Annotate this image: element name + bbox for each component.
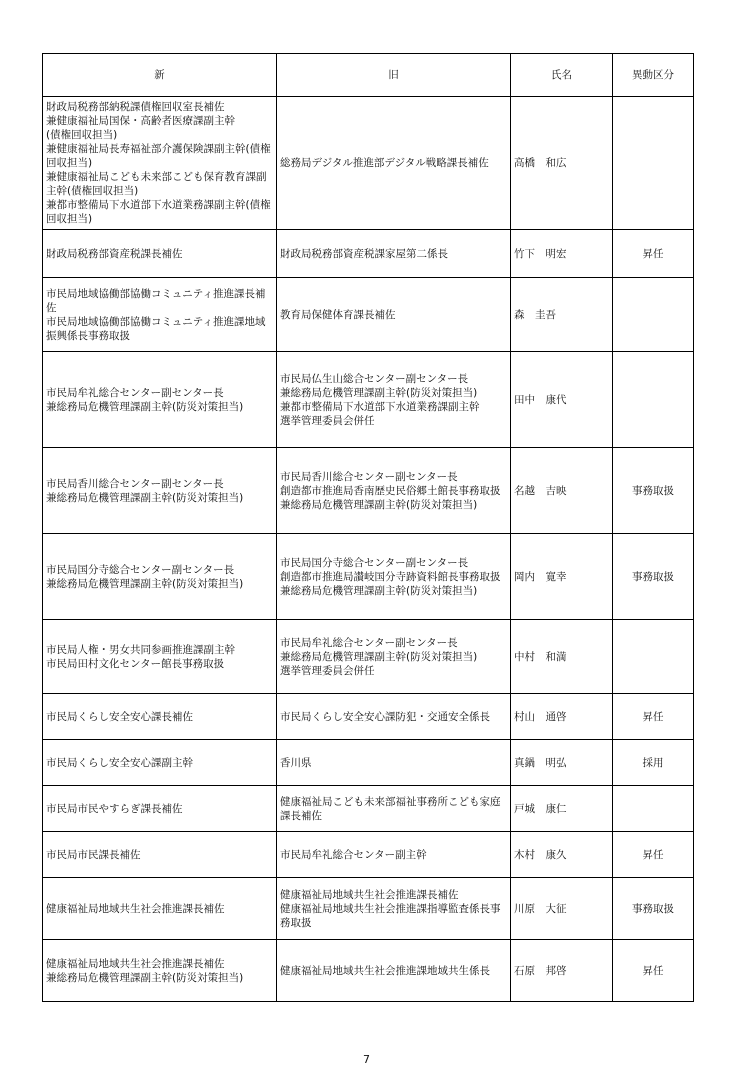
cell-new (43, 352, 277, 448)
table-row (43, 352, 694, 448)
cell-new-line: 財政局税務部資産税課長補佐 (46, 247, 183, 260)
table-row (43, 534, 694, 620)
table-row (43, 740, 694, 786)
cell-type: 昇任 (613, 940, 694, 1002)
cell-old (277, 832, 511, 878)
cell-new-line: 兼総務局危機管理課副主幹(防災対策担当) (46, 577, 244, 590)
cell-name: 川原 大征 (511, 878, 613, 940)
cell-old-line: 兼総務局危機管理課副主幹(防災対策担当) (280, 498, 478, 511)
cell-old (277, 534, 511, 620)
table-row (43, 620, 694, 694)
cell-new-line: 市民局地域協働部協働コミュニティ推進課長補佐 (46, 287, 266, 314)
cell-new-line: 市民局地域協働部協働コミュニティ推進課地域振興係長事務取扱 (46, 315, 266, 342)
cell-old-line: 市民局国分寺総合センター副センター長 (280, 556, 469, 569)
cell-new-line: 財政局税務部納税課債権回収室長補佐 (46, 101, 225, 113)
cell-old-line: 選挙管理委員会併任 (280, 414, 375, 427)
cell-new-line: 兼総務局危機管理課副主幹(防災対策担当) (46, 400, 244, 413)
cell-type: 昇任 (613, 694, 694, 740)
cell-new (43, 940, 277, 1002)
cell-new-line: 市民局牟礼総合センター副センター長 (46, 386, 224, 399)
cell-type (613, 786, 694, 832)
table-row (43, 786, 694, 832)
cell-type: 事務取扱 (613, 448, 694, 534)
cell-old-line: 兼総務局危機管理課副主幹(防災対策担当) (280, 386, 478, 399)
cell-name: 岡内 寛幸 (511, 534, 613, 620)
cell-old-line: 市民局くらし安全安心課防犯・交通安全係長 (280, 710, 490, 723)
cell-new-line: 市民局くらし安全安心課長補佐 (46, 710, 193, 723)
cell-name: 高橋 和広 (511, 97, 613, 230)
cell-type: 事務取扱 (613, 878, 694, 940)
table-row (43, 878, 694, 940)
cell-old (277, 352, 511, 448)
cell-new-line: 兼健康福祉局こども未来部こども保育教育課副主幹(債権回収担当) (46, 171, 267, 197)
table-row (43, 940, 694, 1002)
table-row (43, 694, 694, 740)
table-row (43, 448, 694, 534)
cell-type: 昇任 (613, 832, 694, 878)
cell-new (43, 878, 277, 940)
cell-name: 村山 通啓 (511, 694, 613, 740)
cell-old-line: 健康福祉局地域共生社会推進課指導監査係長事務取扱 (280, 902, 501, 929)
cell-old-line: 市民局牟礼総合センター副主幹 (280, 848, 427, 861)
cell-new (43, 278, 277, 352)
cell-old-line: 市民局牟礼総合センター副センター長 (280, 636, 458, 649)
cell-name: 石原 邦啓 (511, 940, 613, 1002)
cell-old (277, 740, 511, 786)
cell-old (277, 620, 511, 694)
cell-type (613, 620, 694, 694)
cell-new (43, 786, 277, 832)
cell-new-line: 兼総務局危機管理課副主幹(防災対策担当) (46, 491, 244, 504)
cell-old-line: 総務局デジタル推進部デジタル戦略課長補佐 (280, 157, 489, 169)
cell-old-line: 創造都市推進局香南歴史民俗郷土館長事務取扱 (280, 484, 501, 497)
cell-type (613, 97, 694, 230)
cell-old-line: 健康福祉局地域共生社会推進課地域共生係長 (280, 964, 490, 977)
cell-old (277, 940, 511, 1002)
cell-old (277, 694, 511, 740)
cell-name: 森 圭吾 (511, 278, 613, 352)
cell-old-line: 兼都市整備局下水道部下水道業務課副主幹 (280, 400, 480, 413)
cell-new (43, 97, 277, 230)
cell-name: 田中 康代 (511, 352, 613, 448)
cell-name: 木村 康久 (511, 832, 613, 878)
cell-new-line: 市民局田村文化センター館長事務取扱 (46, 657, 225, 670)
table-row (43, 278, 694, 352)
personnel-table (42, 53, 694, 1002)
header-type: 異動区分 (613, 54, 694, 97)
cell-old (277, 786, 511, 832)
cell-old-line: 選挙管理委員会併任 (280, 664, 375, 677)
cell-old (277, 448, 511, 534)
cell-old-line: 創造都市推進局讃岐国分寺跡資料館長事務取扱 (280, 570, 501, 583)
cell-new-line: 市民局人権・男女共同参画推進課副主幹 (46, 643, 235, 656)
cell-new (43, 740, 277, 786)
cell-new (43, 832, 277, 878)
cell-name: 名越 吉映 (511, 448, 613, 534)
cell-new-line: 健康福祉局地域共生社会推進課長補佐 (46, 902, 225, 915)
cell-new-line: 市民局くらし安全安心課副主幹 (46, 756, 193, 769)
cell-new-line: 兼総務局危機管理課副主幹(防災対策担当) (46, 971, 244, 984)
cell-old-line: 市民局香川総合センター副センター長 (280, 470, 458, 483)
cell-old-line: 兼総務局危機管理課副主幹(防災対策担当) (280, 650, 478, 663)
cell-old-line: 兼総務局危機管理課副主幹(防災対策担当) (280, 584, 478, 597)
cell-new-line: 市民局市民やすらぎ課長補佐 (46, 802, 183, 815)
page-number: 7 (363, 1053, 370, 1066)
cell-new-line: 兼都市整備局下水道部下水道業務課副主幹(債権回収担当) (46, 199, 271, 225)
cell-old (277, 278, 511, 352)
cell-new-line: 市民局香川総合センター副センター長 (46, 477, 224, 490)
header-new: 新 (43, 54, 277, 97)
cell-type (613, 278, 694, 352)
cell-old-line: 教育局保健体育課長補佐 (280, 308, 396, 321)
header-name: 氏名 (511, 54, 613, 97)
table-row (43, 97, 694, 230)
cell-new-line: 兼健康福祉局国保・高齢者医療課副主幹 (46, 115, 235, 127)
cell-old-line: 健康福祉局地域共生社会推進課長補佐 (280, 888, 459, 901)
cell-name: 竹下 明宏 (511, 230, 613, 278)
cell-new-line: 健康福祉局地域共生社会推進課長補佐 (46, 957, 225, 970)
header-row (43, 54, 694, 97)
cell-new (43, 620, 277, 694)
cell-old-line: 健康福祉局こども未来部福祉事務所こども家庭課長補佐 (280, 795, 501, 822)
table-row (43, 832, 694, 878)
cell-old-line: 市民局仏生山総合センター副センター長 (280, 372, 469, 385)
cell-new (43, 448, 277, 534)
cell-old-line: 香川県 (280, 756, 312, 769)
cell-name: 中村 和満 (511, 620, 613, 694)
cell-type: 昇任 (613, 230, 694, 278)
cell-name: 真鍋 明弘 (511, 740, 613, 786)
cell-old-line: 財政局税務部資産税課家屋第二係長 (280, 247, 448, 260)
cell-name: 戸城 康仁 (511, 786, 613, 832)
cell-old (277, 97, 511, 230)
cell-new-line: 兼健康福祉局長寿福祉部介護保険課副主幹(債権回収担当) (46, 143, 271, 169)
cell-type (613, 352, 694, 448)
cell-old (277, 230, 511, 278)
cell-new (43, 534, 277, 620)
cell-new (43, 230, 277, 278)
cell-type: 事務取扱 (613, 534, 694, 620)
table-row (43, 230, 694, 278)
cell-old (277, 878, 511, 940)
cell-new-line: 市民局市民課長補佐 (46, 848, 141, 861)
header-old: 旧 (277, 54, 511, 97)
cell-new-line: 市民局国分寺総合センター副センター長 (46, 563, 235, 576)
cell-type: 採用 (613, 740, 694, 786)
cell-new (43, 694, 277, 740)
cell-new-line: (債権回収担当) (46, 129, 118, 141)
